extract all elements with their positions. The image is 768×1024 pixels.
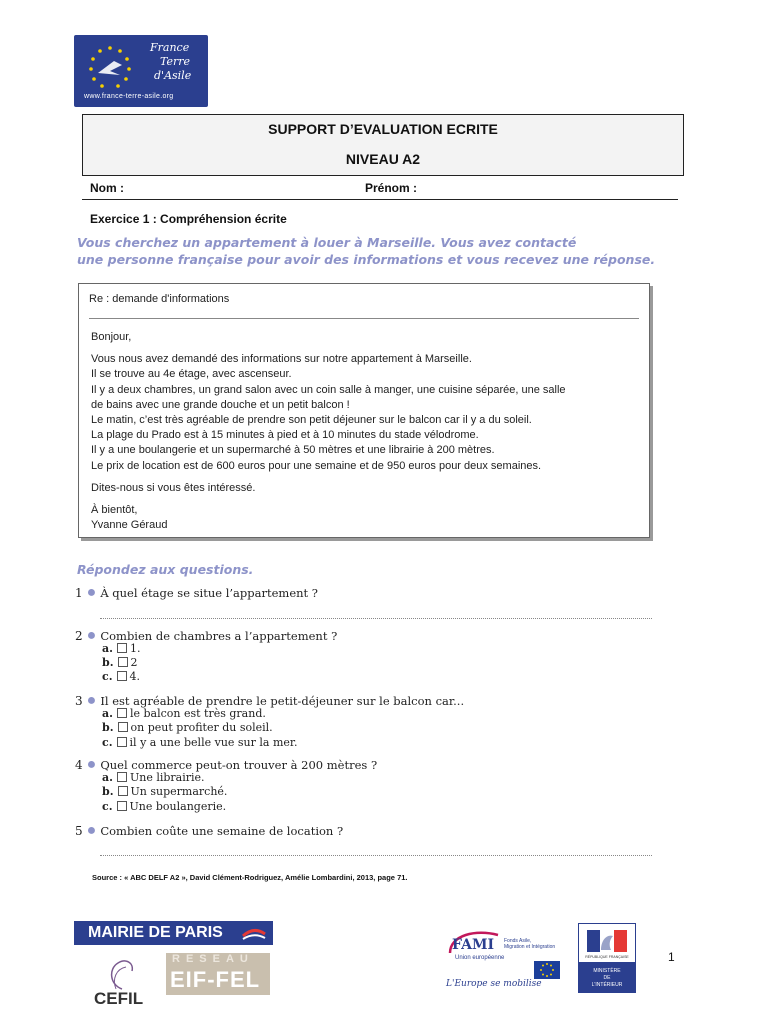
eu-stars-icon	[80, 43, 140, 91]
question-1: 1 ● À quel étage se situe l’appartement ?	[75, 584, 318, 601]
question-number: 1	[75, 586, 83, 600]
email-greeting: Bonjour,	[91, 331, 132, 343]
email-line: de bains avec une grande douche et un petit balcon !	[91, 398, 350, 411]
question-5: 5 ● Combien coûte une semaine de location ?	[75, 822, 344, 839]
source-citation: Source : « ABC DELF A2 », David Clément-Rodriguez, Amélie Lombardini, 2013, page 71.	[92, 873, 408, 882]
email-subject-prefix: Re	[89, 293, 104, 305]
email-line: Vous nous avez demandé des informations sur notre appartement à Marseille.	[91, 353, 472, 366]
question-text: Combien coûte une semaine de location ?	[100, 824, 344, 838]
checkbox[interactable]	[117, 801, 127, 811]
checkbox[interactable]	[118, 786, 128, 796]
reseau-eif-fel-logo	[166, 953, 270, 995]
fami-logo-ue: Union européenne	[455, 955, 505, 961]
question-2: 2 ● Combien de chambres a l’appartement ?	[75, 627, 338, 644]
email-line: Il se trouve au 4e étage, avec ascenseur.	[91, 368, 292, 381]
marianne-flag-icon	[587, 930, 627, 952]
logo-url: www.france-terre-asile.org	[84, 93, 174, 100]
option-row[interactable]: b. on peut profiter du soleil.	[102, 721, 273, 734]
email-box	[78, 283, 650, 538]
question-3: 3 ● Il est agréable de prendre le petit-déjeuner sur le balcon car...	[75, 692, 465, 709]
option-row[interactable]: b. 2	[102, 656, 138, 669]
answer-line[interactable]	[100, 855, 652, 856]
email-subject	[89, 293, 229, 305]
question-number: 5	[75, 824, 83, 838]
option-row[interactable]: c. 4.	[102, 670, 141, 683]
email-line: La plage du Prado est à 15 minutes à pied et à 10 minutes du stade vélodrome.	[91, 429, 479, 442]
option-row[interactable]: a. Une librairie.	[102, 771, 205, 784]
header-level: NIVEAU A2	[345, 151, 421, 167]
fami-logo-motto: L'Europe se mobilise	[446, 979, 542, 989]
email-divider	[89, 318, 639, 319]
mairie-logo-text: MAIRIE DE PARIS	[88, 924, 223, 941]
email-line: Il y a une boulangerie et un supermarché à 50 mètres et une librairie à 200 mètres.	[91, 444, 495, 457]
checkbox[interactable]	[118, 722, 128, 732]
nom-label: Nom :	[90, 181, 124, 195]
instruction-line-1: Vous cherchez un appartement à louer à Marseille. Vous avez contacté	[77, 235, 577, 250]
checkbox[interactable]	[117, 671, 127, 681]
question-4: 4 ● Quel commerce peut-on trouver à 200 mètres ?	[75, 756, 378, 773]
logo-text-asile: d'Asile	[154, 69, 192, 82]
email-signoff: À bientôt,	[91, 504, 138, 517]
eif-logo-main: EIF-FEL	[170, 967, 261, 992]
question-text: Il est agréable de prendre le petit-déjeuner sur le balcon car...	[100, 694, 465, 708]
option-row[interactable]: a. le balcon est très grand.	[102, 707, 266, 720]
cefil-logo	[92, 955, 152, 1013]
option-row[interactable]: c. il y a une belle vue sur la mer.	[102, 736, 298, 749]
fami-logo-subtitle: Fonds Asile, Migration et Intégration	[504, 938, 556, 950]
email-closing: Dites-nous si vous êtes intéressé.	[91, 481, 256, 494]
cefil-swirl-icon	[102, 955, 142, 991]
name-divider	[82, 199, 678, 200]
fami-logo-text: FAMI	[452, 937, 495, 953]
email-subject-text: : demande d'informations	[103, 293, 230, 305]
instruction-line-2: une personne française pour avoir des informations et vous recevez une réponse.	[77, 252, 656, 267]
logo-text-terre: Terre	[160, 55, 191, 68]
checkbox[interactable]	[117, 708, 127, 718]
question-text: À quel étage se situe l’appartement ?	[100, 586, 318, 600]
mairie-de-paris-logo	[74, 921, 273, 945]
email-body	[91, 330, 639, 533]
checkbox[interactable]	[117, 772, 127, 782]
checkbox[interactable]	[118, 657, 128, 667]
question-text: Quel commerce peut-on trouver à 200 mètres ?	[100, 758, 378, 772]
exercise-title: Exercice 1 : Compréhension écrite	[90, 212, 287, 226]
question-text: Combien de chambres a l’appartement ?	[100, 629, 338, 643]
option-row[interactable]: b. Un supermarché.	[102, 785, 228, 798]
cefil-logo-text: CEFIL	[94, 989, 144, 1008]
checkbox[interactable]	[117, 737, 127, 747]
questions-title: Répondez aux questions.	[77, 562, 254, 577]
email-line: Il y a deux chambres, un grand salon avec un coin salle à manger, une cuisine séparée, une salle	[91, 383, 566, 396]
eu-flag-icon	[534, 961, 560, 979]
prenom-label: Prénom :	[365, 181, 418, 195]
question-number: 2	[75, 629, 83, 643]
header-title: SUPPORT D’EVALUATION ECRITE	[268, 121, 498, 137]
republique-francaise-label: RÉPUBLIQUE FRANÇAISE	[585, 955, 629, 959]
ministere-label: MINISTÈRE DE L'INTÉRIEUR	[579, 962, 635, 992]
header-box	[82, 114, 684, 176]
ship-icon	[241, 924, 267, 942]
fami-logo	[446, 929, 566, 991]
page-number: 1	[668, 950, 675, 964]
answer-line[interactable]	[100, 618, 652, 619]
eif-logo-top: RESEAU	[172, 953, 254, 965]
question-number: 3	[75, 694, 83, 708]
email-signature: Yvanne Géraud	[91, 519, 168, 532]
ministere-interieur-logo	[578, 923, 636, 993]
question-number: 4	[75, 758, 83, 772]
france-terre-asile-logo	[74, 35, 208, 107]
email-line: Le prix de location est de 600 euros pour une semaine et de 950 euros pour deux semaines.	[91, 459, 542, 472]
logo-text-france: France	[150, 41, 190, 54]
option-row[interactable]: a. 1.	[102, 642, 141, 655]
email-line: Le matin, c’est très agréable de prendre son petit déjeuner sur le balcon car il y a du soleil.	[91, 414, 532, 427]
option-row[interactable]: c. Une boulangerie.	[102, 800, 227, 813]
checkbox[interactable]	[117, 643, 127, 653]
